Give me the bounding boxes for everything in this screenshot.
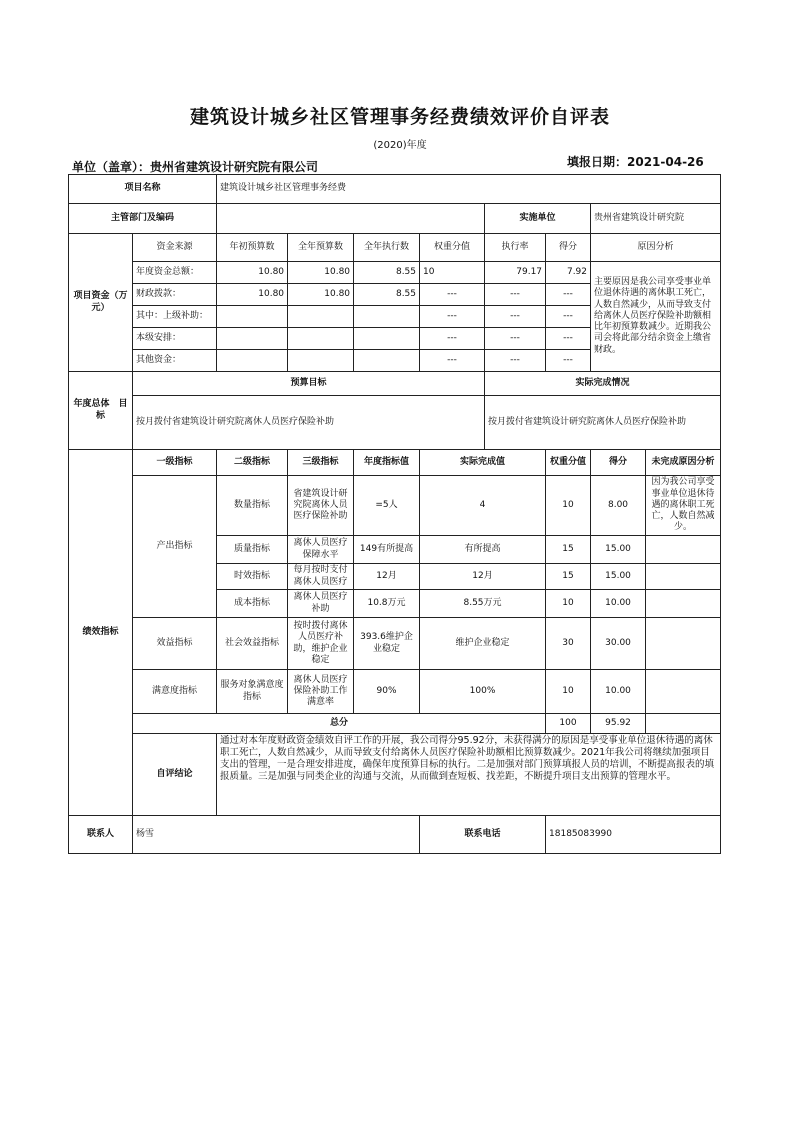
perf-header-weight: 权重分值 [546,450,591,476]
perf-header-actual: 实际完成值 [420,450,546,476]
perf-label: 绩效指标 [69,450,133,816]
perf-header-l1: 一级指标 [133,450,217,476]
funds-row-initial: 10.80 [217,262,288,284]
impl-value: 贵州省建筑设计研究院 [591,204,721,234]
funds-row-weight: --- [420,350,485,372]
perf-actual: 100% [420,670,546,714]
funds-row-initial [217,328,288,350]
perf-l2: 社会效益指标 [217,618,288,670]
funds-header-rate: 执行率 [485,234,546,262]
funds-row-annual [288,328,354,350]
dept-value [217,204,485,234]
perf-score: 15.00 [591,536,646,564]
perf-l3: 离休人员医疗保障水平 [288,536,354,564]
summary-text: 通过对本年度财政资金绩效自评工作的开展，我公司得分95.92分，未获得满分的原因是享受事业单位退休待遇的离休职工死亡，人数自然减少，从而导致支付给离休人员医疗保险补助额相比预算数减少。2021年我公司将继续加强项目支出的管理，一是合理安排进度，确保年度预算目标的执行。二是加强对部门预算填报人员的培训，不断提高报表的填报质量。三是加强与同类企业的沟通与交流，从而做到查短板、找差距，不断提升项目支出预算的管理水平。 [217,734,721,816]
perf-weight: 10 [546,670,591,714]
funds-row-initial: 10.80 [217,284,288,306]
funds-row-score: --- [546,328,591,350]
funds-row-annual: 10.80 [288,262,354,284]
perf-target: 149有所提高 [354,536,420,564]
perf-target: 10.8万元 [354,590,420,618]
funds-row-annual [288,350,354,372]
funds-row-label: 其他资金： [133,350,217,372]
funds-row-weight: --- [420,284,485,306]
perf-header-target: 年度指标值 [354,450,420,476]
perf-l2: 时效指标 [217,564,288,590]
funds-row-initial [217,306,288,328]
perf-row [69,670,721,714]
funds-row-exec [354,328,420,350]
funds-row-score: --- [546,350,591,372]
funds-row-weight: --- [420,306,485,328]
perf-target: 12月 [354,564,420,590]
fill-date: 填报日期：2021-04-26 [567,155,704,169]
perf-weight: 10 [546,590,591,618]
perf-header-l3: 三级指标 [288,450,354,476]
funds-label: 项目资金（万元） [69,234,133,372]
perf-reason [646,618,721,670]
project-name-value: 建筑设计城乡社区管理事务经费 [217,175,721,204]
contact-name: 杨雪 [133,816,420,854]
perf-l2: 数量指标 [217,476,288,536]
funds-row-label: 本级安排： [133,328,217,350]
perf-actual: 有所提高 [420,536,546,564]
perf-l2: 服务对象满意度指标 [217,670,288,714]
funds-header-initial: 年初预算数 [217,234,288,262]
perf-score: 30.00 [591,618,646,670]
funds-header-score: 得分 [546,234,591,262]
perf-score: 10.00 [591,590,646,618]
perf-l3: 离休人员医疗保险补助工作满意率 [288,670,354,714]
perf-reason [646,564,721,590]
summary-label: 自评结论 [133,734,217,816]
funds-row-score: --- [546,306,591,328]
perf-header-l2: 二级指标 [217,450,288,476]
perf-score: 15.00 [591,564,646,590]
funds-row-score: --- [546,284,591,306]
perf-row [69,476,721,536]
perf-header-reason: 未完成原因分析 [646,450,721,476]
total-weight: 100 [546,714,591,734]
perf-score: 10.00 [591,670,646,714]
funds-row-exec: 8.55 [354,262,420,284]
funds-row-rate: --- [485,350,546,372]
funds-reason: 主要原因是我公司享受事业单位退休待遇的离休职工死亡，人数自然减少，从而导致支付给离休人员医疗保险补助额相比年初预算数减少。近期我公司会将此部分结余资金上缴省财政。 [591,262,721,372]
phone-value: 18185083990 [546,816,721,854]
funds-row-score: 7.92 [546,262,591,284]
perf-l1-effect: 效益指标 [133,618,217,670]
contact-label: 联系人 [69,816,133,854]
total-row [69,714,721,734]
perf-score: 8.00 [591,476,646,536]
perf-weight: 10 [546,476,591,536]
funds-header-exec: 全年执行数 [354,234,420,262]
perf-l2: 成本指标 [217,590,288,618]
annual-goal-label: 年度总体 目标 [69,372,133,450]
report-year: (2020)年度 [373,140,427,151]
funds-header-weight: 权重分值 [420,234,485,262]
expected-goal-value: 按月拨付省建筑设计研究院离休人员医疗保险补助 [133,396,485,450]
perf-reason [646,590,721,618]
perf-reason: 因为我公司享受事业单位退休待遇的离休职工死亡，人数自然减少。 [646,476,721,536]
expected-goal-header: 预算目标 [133,372,485,396]
perf-actual: 12月 [420,564,546,590]
perf-l3: 每月按时支付离休人员医疗 [288,564,354,590]
reporting-unit: 单位（盖章）：贵州省建筑设计研究院有限公司 [72,160,319,174]
perf-reason [646,670,721,714]
perf-l3: 离休人员医疗补助 [288,590,354,618]
funds-row-rate: 79.17 [485,262,546,284]
perf-l1-satisfaction: 满意度指标 [133,670,217,714]
funds-row [69,262,721,284]
funds-header-annual: 全年预算数 [288,234,354,262]
total-reason [646,714,721,734]
funds-row-label: 其中：上级补助： [133,306,217,328]
perf-actual: 8.55万元 [420,590,546,618]
funds-header-source: 资金来源 [133,234,217,262]
page-title: 建筑设计城乡社区管理事务经费绩效评价自评表 [189,106,610,128]
funds-row-annual: 10.80 [288,284,354,306]
perf-actual: 维护企业稳定 [420,618,546,670]
funds-row-label: 年度资金总额： [133,262,217,284]
funds-row-weight: --- [420,328,485,350]
perf-header-score: 得分 [591,450,646,476]
funds-row-label: 财政拨款： [133,284,217,306]
funds-row-weight: 10 [420,262,485,284]
actual-status-value: 按月拨付省建筑设计研究院离休人员医疗保险补助 [485,396,721,450]
funds-row-rate: --- [485,284,546,306]
perf-reason [646,536,721,564]
perf-l3: 按时拨付离休人员医疗补助，维护企业稳定 [288,618,354,670]
perf-l1-output: 产出指标 [133,476,217,618]
funds-header-reason: 原因分析 [591,234,721,262]
perf-weight: 15 [546,564,591,590]
total-score: 95.92 [591,714,646,734]
perf-target: 393.6维护企业稳定 [354,618,420,670]
funds-row-initial [217,350,288,372]
funds-row-annual [288,306,354,328]
funds-row-exec [354,350,420,372]
perf-actual: 4 [420,476,546,536]
perf-l2: 质量指标 [217,536,288,564]
perf-row [69,618,721,670]
project-name-label: 项目名称 [69,175,217,204]
perf-l3: 省建筑设计研究院离休人员医疗保险补助 [288,476,354,536]
dept-label: 主管部门及编码 [69,204,217,234]
funds-row-exec: 8.55 [354,284,420,306]
funds-row-exec [354,306,420,328]
phone-label: 联系电话 [420,816,546,854]
funds-row-rate: --- [485,328,546,350]
perf-target: 90% [354,670,420,714]
evaluation-form [68,174,721,854]
perf-weight: 15 [546,536,591,564]
total-label: 总分 [133,714,546,734]
funds-row-rate: --- [485,306,546,328]
perf-weight: 30 [546,618,591,670]
actual-status-header: 实际完成情况 [485,372,721,396]
impl-label: 实施单位 [485,204,591,234]
perf-target: =5人 [354,476,420,536]
